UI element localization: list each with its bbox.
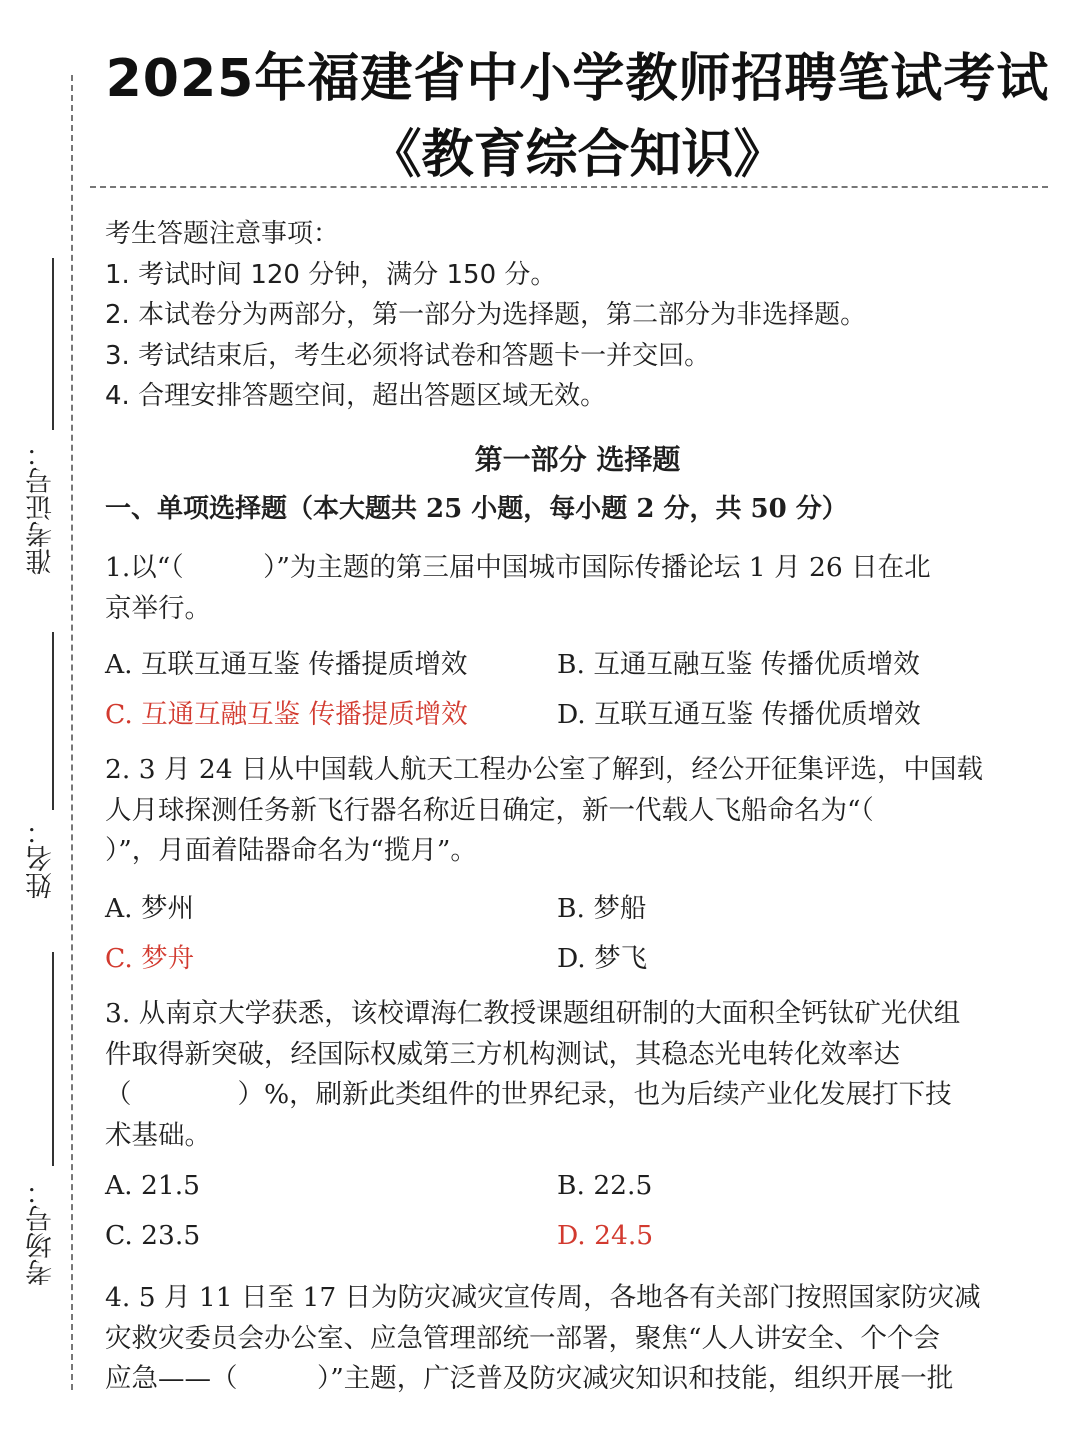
note-item: 2. 本试卷分为两部分，第一部分为选择题，第二部分为非选择题。 xyxy=(105,300,867,330)
question-line: 人月球探测任务新飞行器名称近日确定，新一代载人飞船命名为“（ xyxy=(105,794,874,826)
exam-id-blank xyxy=(52,258,54,430)
question-line: 应急——（ ）”主题，广泛普及防灾减灾知识和技能，组织开展一批 xyxy=(105,1363,954,1394)
q1-option-c-answer: C. 互通互融互鉴 传播提质增效 xyxy=(105,699,468,730)
notes-heading: 考生答题注意事项： xyxy=(105,219,340,249)
room-label: 考场号： xyxy=(26,1178,57,1286)
question-line: 术基础。 xyxy=(105,1119,211,1151)
q2-option-b: B. 梦船 xyxy=(557,893,647,924)
part-title: 第一部分 选择题 xyxy=(474,443,681,476)
question-line: 4. 5 月 11 日至 17 日为防灾减灾宣传周，各地各有关部门按照国家防灾减 xyxy=(105,1282,981,1313)
q3-option-d-answer: D. 24.5 xyxy=(557,1220,654,1251)
name-label: 姓名： xyxy=(26,818,57,899)
section-title: 一、单项选择题（本大题共 25 小题，每小题 2 分，共 50 分） xyxy=(105,494,848,524)
question-line: 2. 3 月 24 日从中国载人航天工程办公室了解到，经公开征集评选，中国载 xyxy=(105,754,984,785)
page-title: 2025年福建省中小学教师招聘笔试考试 xyxy=(105,49,1050,109)
question-1 xyxy=(105,548,1050,629)
name-blank xyxy=(52,632,54,810)
exam-id-label: 准考证号： xyxy=(26,440,57,575)
question-line: 件取得新突破，经国际权威第三方机构测试，其稳态光电转化效率达 xyxy=(105,1038,900,1070)
header-divider xyxy=(90,186,1048,188)
question-3 xyxy=(105,994,1050,1156)
q1-option-d: D. 互联互通互鉴 传播优质增效 xyxy=(557,699,921,730)
question-line: （ ）%，刷新此类组件的世界纪录，也为后续产业化发展打下技 xyxy=(105,1079,952,1110)
q1-option-b: B. 互通互融互鉴 传播优质增效 xyxy=(557,649,920,680)
q2-option-c-answer: C. 梦舟 xyxy=(105,943,195,974)
binding-dashed-line xyxy=(71,75,73,1390)
q3-option-a: A. 21.5 xyxy=(105,1170,200,1201)
note-item: 4. 合理安排答题空间，超出答题区域无效。 xyxy=(105,381,607,411)
q2-option-a: A. 梦州 xyxy=(105,893,194,924)
exam-notes xyxy=(105,214,866,417)
q3-option-c: C. 23.5 xyxy=(105,1220,201,1251)
question-line: 京举行。 xyxy=(105,592,211,624)
note-item: 3. 考试结束后，考生必须将试卷和答题卡一并交回。 xyxy=(105,340,711,371)
question-line: ）”，月面着陆器命名为“揽月”。 xyxy=(105,835,477,866)
page-subtitle: 《教育综合知识》 xyxy=(369,125,786,185)
question-line: 灾救灾委员会办公室、应急管理部统一部署，聚焦“人人讲安全、个个会 xyxy=(105,1322,941,1354)
question-line: 1.以“（ ）”为主题的第三届中国城市国际传播论坛 1 月 26 日在北 xyxy=(105,552,931,583)
question-4 xyxy=(105,1278,1050,1400)
question-line: 3. 从南京大学获悉，该校谭海仁教授课题组研制的大面积全钙钛矿光伏组 xyxy=(105,998,961,1029)
q3-option-b: B. 22.5 xyxy=(557,1170,653,1201)
q2-option-d: D. 梦飞 xyxy=(557,943,648,974)
question-2 xyxy=(105,750,1050,872)
q1-option-a: A. 互联互通互鉴 传播提质增效 xyxy=(105,649,468,680)
note-item: 1. 考试时间 120 分钟，满分 150 分。 xyxy=(105,259,557,290)
room-blank xyxy=(52,952,54,1166)
